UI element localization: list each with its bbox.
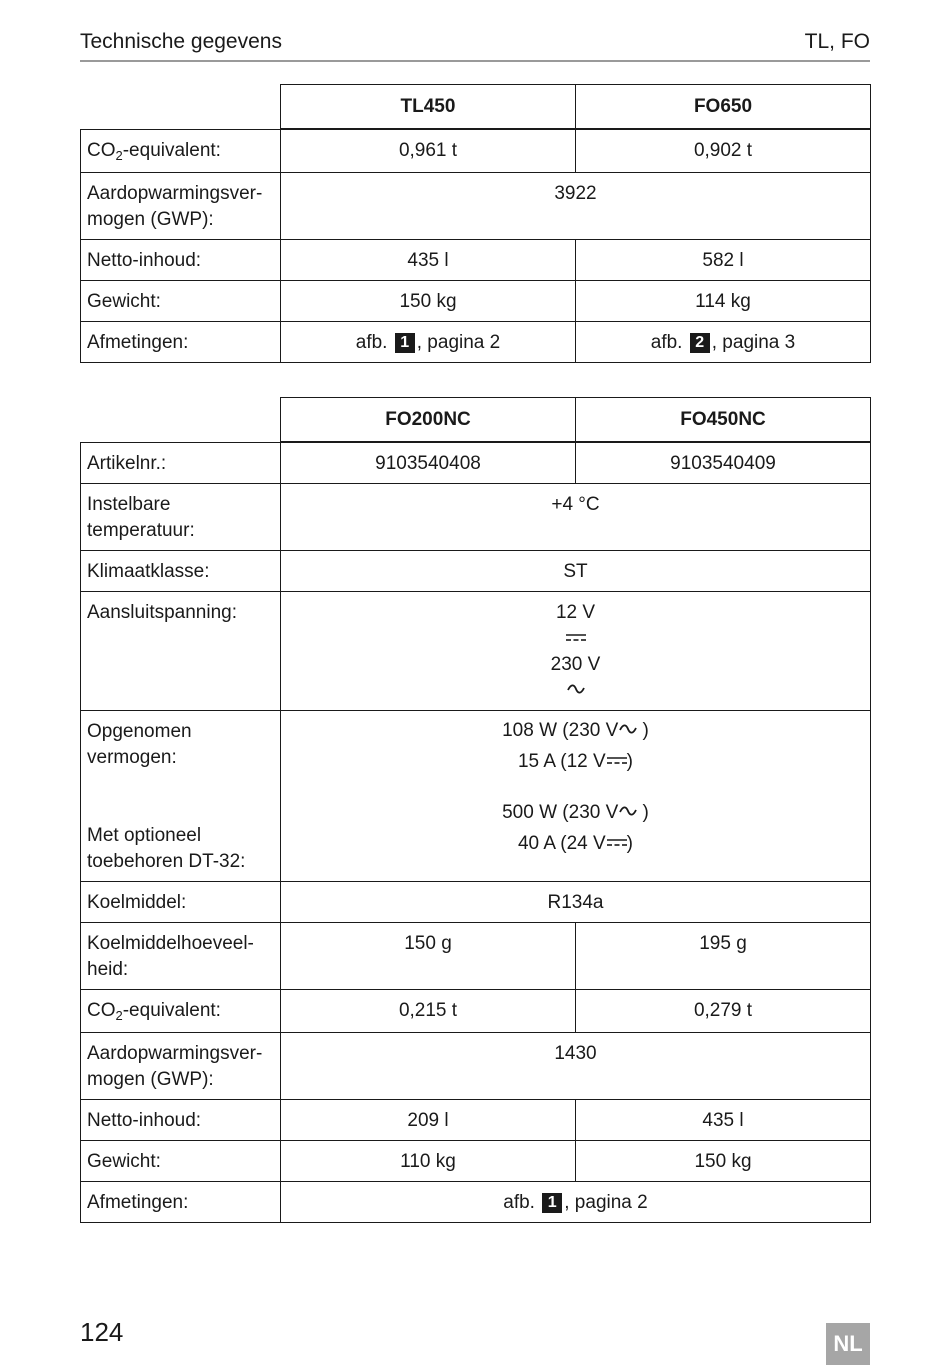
figure-prefix: afb. (355, 331, 388, 353)
afmetingen-value-fo650 (576, 321, 871, 362)
ac-symbol-icon (619, 806, 637, 816)
koelmiddel-value: R134a (281, 882, 871, 923)
afmetingen-value (281, 1182, 871, 1223)
row-label-temperatuur (81, 484, 281, 551)
gewicht-value-fo450nc: 150 kg (576, 1141, 871, 1182)
table-row (81, 280, 871, 321)
row-label-aansluitspanning: Aansluitspanning: (81, 592, 281, 711)
voltage-dc-text: 12 V (555, 602, 596, 623)
current-12v-close: ) (626, 751, 633, 772)
row-label-netto: Netto-inhoud: (81, 239, 281, 280)
figure-prefix: afb. (503, 1192, 535, 1213)
temp-label-line-1: Instelbare (87, 494, 171, 515)
gwp-value: 3922 (281, 172, 871, 239)
table-row (81, 1182, 871, 1223)
koelh-label-line-1: Koelmiddelhoeveel- (87, 933, 254, 954)
artikel-value-fo200nc: 9103540408 (281, 442, 576, 484)
gewicht-value-tl450: 150 kg (281, 280, 576, 321)
gewicht-value-fo200nc: 110 kg (281, 1141, 576, 1182)
figure-prefix: afb. (650, 331, 683, 353)
table-row (81, 442, 871, 484)
figure-number-badge: 1 (542, 1193, 562, 1213)
page-reference: , pagina 2 (416, 331, 501, 353)
column-header-fo450nc: FO450NC (576, 398, 871, 443)
row-label-gewicht: Gewicht: (81, 280, 281, 321)
table-row (81, 484, 871, 551)
power-230v-line (287, 715, 864, 746)
netto-value-tl450: 435 l (281, 239, 576, 280)
figure-number-badge: 2 (690, 333, 710, 353)
dc-symbol-icon (607, 837, 627, 847)
gwp-label-line-2: mogen (GWP): (87, 1069, 214, 1090)
co2-subscript: 2 (115, 1008, 123, 1023)
netto-value-fo650: 582 l (576, 239, 871, 280)
row-label-gwp (81, 1033, 281, 1100)
vermogen-value (281, 711, 871, 882)
table-row (81, 990, 871, 1033)
table-row (81, 1100, 871, 1141)
current-12v-text: 15 A (12 V (517, 751, 606, 772)
optional-label-line-2: toebehoren DT-32: (87, 851, 246, 872)
dc-symbol-icon (607, 755, 627, 765)
header-blank-cell (81, 398, 281, 443)
row-label-co2 (81, 990, 281, 1033)
gwp-label-line-2: mogen (GWP): (87, 208, 214, 230)
table-row (81, 711, 871, 882)
co2-text: CO (87, 1000, 116, 1021)
temp-label-line-2: temperatuur: (87, 520, 195, 541)
koelmiddelhoeveelheid-value-fo200nc: 150 g (281, 923, 576, 990)
table-row (81, 1141, 871, 1182)
header-models: TL, FO (804, 30, 870, 53)
gewicht-value-fo650: 114 kg (576, 280, 871, 321)
co2-value-fo650: 0,902 t (576, 129, 871, 172)
table-row (81, 1033, 871, 1100)
optional-current-24v-text: 40 A (24 V (517, 833, 606, 854)
table-header-row (81, 85, 871, 130)
co2-value-fo200nc: 0,215 t (281, 990, 576, 1033)
optional-label-line-1: Met optioneel (87, 825, 202, 846)
spacer (287, 777, 864, 797)
optional-power-230v-line (287, 797, 864, 828)
gwp-label-line-1: Aardopwarmingsver- (87, 182, 263, 204)
optional-current-24v-close: ) (626, 833, 633, 854)
table-row (81, 923, 871, 990)
column-header-fo200nc: FO200NC (281, 398, 576, 443)
column-header-tl450: TL450 (281, 85, 576, 130)
page-number: 124 (80, 1317, 124, 1347)
table-row (81, 172, 871, 239)
co2-subscript: 2 (115, 147, 123, 163)
page-header (80, 28, 870, 62)
row-label-koelmiddelhoeveelheid (81, 923, 281, 990)
netto-value-fo450nc: 435 l (576, 1100, 871, 1141)
table-header-row (81, 398, 871, 443)
optional-current-24v-line (287, 828, 864, 859)
klimaatklasse-value: ST (281, 551, 871, 592)
row-label-klimaatklasse: Klimaatklasse: (81, 551, 281, 592)
table-row (81, 321, 871, 362)
co2-text: CO (87, 139, 116, 161)
voltage-ac-line (287, 652, 864, 704)
co2-value-tl450: 0,961 t (281, 129, 576, 172)
current-12v-line (287, 746, 864, 777)
power-230v-text: 108 W (230 V (502, 720, 619, 741)
co2-value-fo450nc: 0,279 t (576, 990, 871, 1033)
table-row (81, 551, 871, 592)
header-title: Technische gegevens (80, 30, 282, 53)
temperatuur-value: +4 °C (281, 484, 871, 551)
co2-suffix: -equivalent: (122, 1000, 221, 1021)
power-230v-close: ) (637, 720, 649, 741)
spec-table-tl450-fo650 (80, 84, 871, 363)
koelh-label-line-2: heid: (87, 959, 129, 980)
page-reference: , pagina 2 (564, 1192, 648, 1213)
voltage-ac-text: 230 V (550, 654, 601, 675)
table-row (81, 239, 871, 280)
co2-suffix: -equivalent: (122, 139, 221, 161)
optional-accessory-label (87, 823, 245, 875)
row-label-netto: Netto-inhoud: (81, 1100, 281, 1141)
row-label-vermogen (81, 711, 281, 882)
row-label-gwp (81, 172, 281, 239)
column-header-fo650: FO650 (576, 85, 871, 130)
row-label-artikelnr: Artikelnr.: (81, 442, 281, 484)
optional-power-230v-close: ) (637, 802, 649, 823)
table-row (81, 592, 871, 711)
optional-power-230v-text: 500 W (230 V (502, 802, 619, 823)
page-reference: , pagina 3 (711, 331, 796, 353)
table-row (81, 882, 871, 923)
vermogen-label-line-2: vermogen: (87, 747, 177, 768)
artikel-value-fo450nc: 9103540409 (576, 442, 871, 484)
vermogen-label (87, 719, 274, 771)
table-row (81, 129, 871, 172)
netto-value-fo200nc: 209 l (281, 1100, 576, 1141)
koelmiddelhoeveelheid-value-fo450nc: 195 g (576, 923, 871, 990)
header-blank-cell (81, 85, 281, 130)
afmetingen-value-tl450 (281, 321, 576, 362)
gwp-value: 1430 (281, 1033, 871, 1100)
gwp-label-line-1: Aardopwarmingsver- (87, 1043, 263, 1064)
row-label-gewicht: Gewicht: (81, 1141, 281, 1182)
spec-table-fo200nc-fo450nc (80, 397, 871, 1223)
ac-symbol-icon (567, 684, 585, 694)
dc-symbol-icon (566, 632, 586, 642)
row-label-afmetingen: Afmetingen: (81, 321, 281, 362)
aansluitspanning-value (281, 592, 871, 711)
row-label-co2 (81, 129, 281, 172)
language-tab: NL (826, 1323, 870, 1365)
row-label-koelmiddel: Koelmiddel: (81, 882, 281, 923)
figure-number-badge: 1 (395, 333, 415, 353)
vermogen-label-line-1: Opgenomen (87, 721, 192, 742)
ac-symbol-icon (619, 724, 637, 734)
row-label-afmetingen: Afmetingen: (81, 1182, 281, 1223)
voltage-dc-line (287, 600, 864, 652)
